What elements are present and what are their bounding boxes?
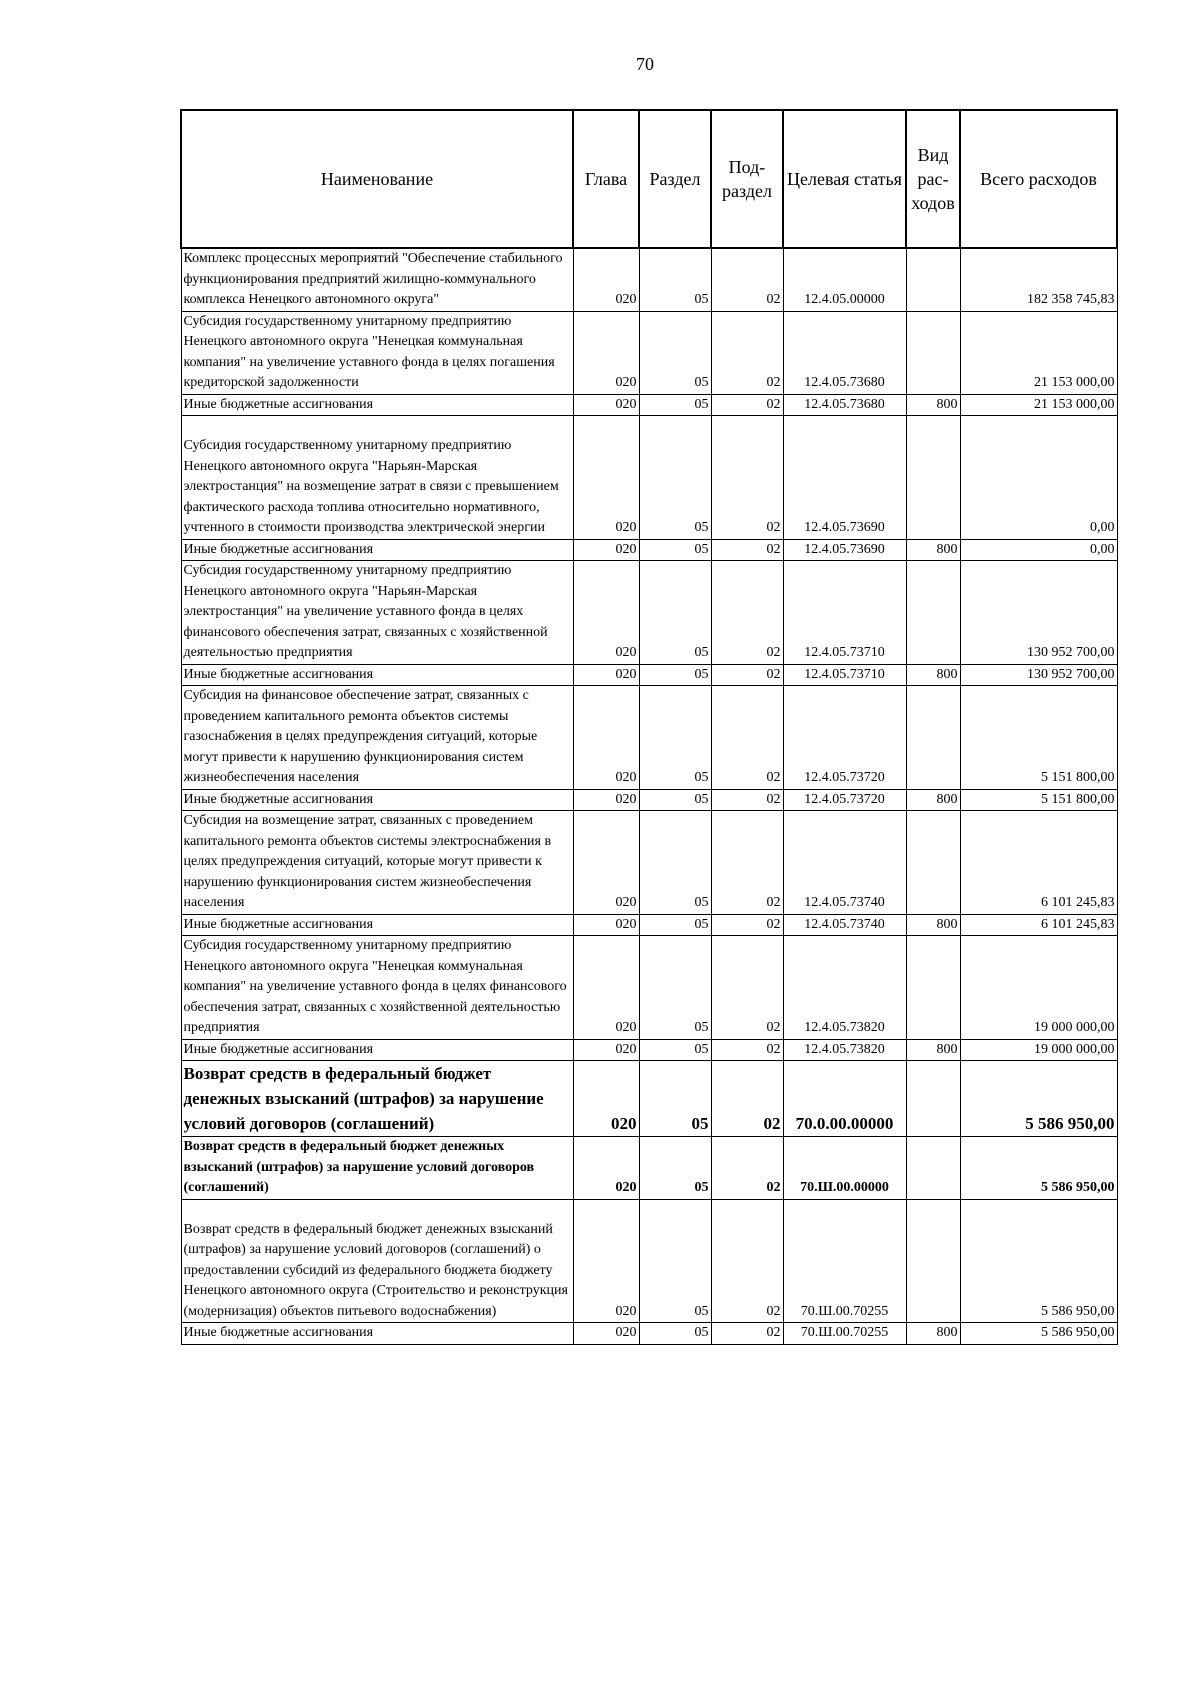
cell-name: Иные бюджетные ассигнования <box>181 539 573 561</box>
cell-celevaya: 70.Ш.00.00000 <box>783 1137 906 1200</box>
cell-vid <box>906 686 960 790</box>
cell-glava: 020 <box>573 1039 639 1061</box>
cell-total: 182 358 745,83 <box>960 248 1117 311</box>
table-row <box>181 789 1117 811</box>
cell-podrazdel: 02 <box>711 1199 783 1323</box>
cell-razdel: 05 <box>639 248 711 311</box>
cell-glava: 020 <box>573 1061 639 1137</box>
cell-podrazdel: 02 <box>711 686 783 790</box>
cell-glava: 020 <box>573 1323 639 1345</box>
cell-razdel: 05 <box>639 914 711 936</box>
cell-razdel: 05 <box>639 1039 711 1061</box>
cell-celevaya: 12.4.05.00000 <box>783 248 906 311</box>
header-total: Всего расходов <box>960 110 1117 248</box>
cell-podrazdel: 02 <box>711 664 783 686</box>
cell-total: 5 586 950,00 <box>960 1323 1117 1345</box>
cell-podrazdel: 02 <box>711 248 783 311</box>
cell-total: 0,00 <box>960 416 1117 540</box>
cell-name: Возврат средств в федеральный бюджет денежных взысканий (штрафов) за нарушение условий договоров (соглашений) <box>181 1061 573 1137</box>
cell-celevaya: 12.4.05.73740 <box>783 811 906 915</box>
cell-celevaya: 12.4.05.73740 <box>783 914 906 936</box>
table-row <box>181 311 1117 394</box>
cell-vid: 800 <box>906 789 960 811</box>
cell-glava: 020 <box>573 686 639 790</box>
table-row <box>181 1323 1117 1345</box>
cell-vid <box>906 1061 960 1137</box>
cell-vid <box>906 416 960 540</box>
table-row <box>181 561 1117 665</box>
cell-name: Иные бюджетные ассигнования <box>181 789 573 811</box>
cell-celevaya: 12.4.05.73820 <box>783 936 906 1040</box>
cell-total: 5 586 950,00 <box>960 1199 1117 1323</box>
cell-podrazdel: 02 <box>711 416 783 540</box>
cell-name: Иные бюджетные ассигнования <box>181 664 573 686</box>
cell-celevaya: 70.Ш.00.70255 <box>783 1199 906 1323</box>
cell-total: 130 952 700,00 <box>960 664 1117 686</box>
cell-total: 5 586 950,00 <box>960 1061 1117 1137</box>
cell-razdel: 05 <box>639 539 711 561</box>
cell-podrazdel: 02 <box>711 1323 783 1345</box>
cell-total: 19 000 000,00 <box>960 936 1117 1040</box>
header-glava: Глава <box>573 110 639 248</box>
cell-vid <box>906 561 960 665</box>
cell-glava: 020 <box>573 1137 639 1200</box>
cell-razdel: 05 <box>639 1061 711 1137</box>
cell-name: Иные бюджетные ассигнования <box>181 1323 573 1345</box>
cell-total: 130 952 700,00 <box>960 561 1117 665</box>
header-celevaya: Целевая статья <box>783 110 906 248</box>
cell-vid <box>906 1199 960 1323</box>
table-row <box>181 1137 1117 1200</box>
cell-podrazdel: 02 <box>711 1137 783 1200</box>
cell-glava: 020 <box>573 561 639 665</box>
cell-razdel: 05 <box>639 686 711 790</box>
cell-vid <box>906 248 960 311</box>
cell-razdel: 05 <box>639 1323 711 1345</box>
cell-celevaya: 12.4.05.73720 <box>783 686 906 790</box>
cell-glava: 020 <box>573 416 639 540</box>
cell-podrazdel: 02 <box>711 811 783 915</box>
cell-celevaya: 12.4.05.73690 <box>783 539 906 561</box>
cell-celevaya: 12.4.05.73680 <box>783 394 906 416</box>
table-row <box>181 686 1117 790</box>
table-row <box>181 416 1117 540</box>
cell-celevaya: 12.4.05.73710 <box>783 664 906 686</box>
cell-name: Возврат средств в федеральный бюджет денежных взысканий (штрафов) за нарушение условий договоров (соглашений) о предоставлении субсидий из федерального бюджета бюджету Ненецкого автономного округа (Строительство и реконструкция (модернизация) объектов питьевого водоснабжения) <box>181 1199 573 1323</box>
cell-celevaya: 12.4.05.73720 <box>783 789 906 811</box>
cell-total: 19 000 000,00 <box>960 1039 1117 1061</box>
cell-vid: 800 <box>906 1039 960 1061</box>
header-razdel: Раздел <box>639 110 711 248</box>
header-podrazdel: Под-раздел <box>711 110 783 248</box>
budget-table <box>180 109 1118 1345</box>
cell-name: Иные бюджетные ассигнования <box>181 914 573 936</box>
cell-vid <box>906 811 960 915</box>
cell-total: 5 151 800,00 <box>960 789 1117 811</box>
cell-total: 5 586 950,00 <box>960 1137 1117 1200</box>
page-number: 70 <box>636 54 654 74</box>
table-row <box>181 394 1117 416</box>
cell-podrazdel: 02 <box>711 539 783 561</box>
cell-glava: 020 <box>573 914 639 936</box>
cell-vid: 800 <box>906 1323 960 1345</box>
cell-glava: 020 <box>573 664 639 686</box>
cell-name: Субсидия на финансовое обеспечение затрат, связанных с проведением капитального ремонта объектов системы газоснабжения в целях предупреждения ситуаций, которые могут привести к нарушению функционирования систем жизнеобеспечения населения <box>181 686 573 790</box>
cell-podrazdel: 02 <box>711 394 783 416</box>
cell-podrazdel: 02 <box>711 1061 783 1137</box>
cell-vid <box>906 311 960 394</box>
cell-name: Субсидия на возмещение затрат, связанных с проведением капитального ремонта объектов системы электроснабжения в целях предупреждения ситуаций, которые могут привести к нарушению функционирования систем жизнеобеспечения населения <box>181 811 573 915</box>
cell-razdel: 05 <box>639 664 711 686</box>
header-vid: Вид рас-ходов <box>906 110 960 248</box>
cell-total: 6 101 245,83 <box>960 811 1117 915</box>
cell-name: Субсидия государственному унитарному предприятию Ненецкого автономного округа "Нарьян-Марская электростанция" на увеличение уставного фонда в целях финансового обеспечения затрат, связанных с хозяйственной деятельностью предприятия <box>181 561 573 665</box>
header-name: Наименование <box>181 110 573 248</box>
cell-razdel: 05 <box>639 311 711 394</box>
cell-name: Субсидия государственному унитарному предприятию Ненецкого автономного округа "Ненецкая коммунальная компания" на увеличение уставного фонда в целях погашения кредиторской задолженности <box>181 311 573 394</box>
cell-vid: 800 <box>906 664 960 686</box>
cell-total: 21 153 000,00 <box>960 394 1117 416</box>
cell-name: Возврат средств в федеральный бюджет денежных взысканий (штрафов) за нарушение условий договоров (соглашений) <box>181 1137 573 1200</box>
cell-glava: 020 <box>573 936 639 1040</box>
cell-podrazdel: 02 <box>711 561 783 665</box>
cell-celevaya: 12.4.05.73680 <box>783 311 906 394</box>
table-row <box>181 1061 1117 1137</box>
cell-total: 6 101 245,83 <box>960 914 1117 936</box>
table-row <box>181 248 1117 311</box>
cell-podrazdel: 02 <box>711 1039 783 1061</box>
cell-razdel: 05 <box>639 1137 711 1200</box>
cell-vid <box>906 936 960 1040</box>
table-row <box>181 936 1117 1040</box>
cell-razdel: 05 <box>639 394 711 416</box>
table-row <box>181 1199 1117 1323</box>
table-row <box>181 664 1117 686</box>
cell-glava: 020 <box>573 311 639 394</box>
cell-razdel: 05 <box>639 1199 711 1323</box>
cell-glava: 020 <box>573 1199 639 1323</box>
cell-razdel: 05 <box>639 936 711 1040</box>
table-row <box>181 811 1117 915</box>
cell-total: 5 151 800,00 <box>960 686 1117 790</box>
cell-vid: 800 <box>906 539 960 561</box>
cell-name: Комплекс процессных мероприятий "Обеспечение стабильного функционирования предприятий жилищно-коммунального комплекса Ненецкого автономного округа" <box>181 248 573 311</box>
cell-glava: 020 <box>573 811 639 915</box>
cell-celevaya: 12.4.05.73820 <box>783 1039 906 1061</box>
cell-total: 21 153 000,00 <box>960 311 1117 394</box>
cell-razdel: 05 <box>639 561 711 665</box>
cell-razdel: 05 <box>639 789 711 811</box>
cell-vid <box>906 1137 960 1200</box>
cell-razdel: 05 <box>639 811 711 915</box>
cell-podrazdel: 02 <box>711 914 783 936</box>
table-row <box>181 539 1117 561</box>
cell-podrazdel: 02 <box>711 311 783 394</box>
table-row <box>181 1039 1117 1061</box>
cell-podrazdel: 02 <box>711 789 783 811</box>
cell-glava: 020 <box>573 539 639 561</box>
cell-celevaya: 70.Ш.00.70255 <box>783 1323 906 1345</box>
cell-vid: 800 <box>906 914 960 936</box>
cell-glava: 020 <box>573 394 639 416</box>
cell-vid: 800 <box>906 394 960 416</box>
cell-name: Субсидия государственному унитарному предприятию Ненецкого автономного округа "Нарьян-Марская электростанция" на возмещение затрат в связи с превышением фактического расхода топлива относительно нормативного, учтенного в стоимости производства электрической энергии <box>181 416 573 540</box>
cell-razdel: 05 <box>639 416 711 540</box>
header-row <box>181 110 1117 248</box>
cell-name: Иные бюджетные ассигнования <box>181 394 573 416</box>
cell-celevaya: 70.0.00.00000 <box>783 1061 906 1137</box>
cell-glava: 020 <box>573 789 639 811</box>
cell-glava: 020 <box>573 248 639 311</box>
table-body <box>181 248 1117 1344</box>
cell-name: Субсидия государственному унитарному предприятию Ненецкого автономного округа "Ненецкая коммунальная компания" на увеличение уставного фонда в целях финансового обеспечения затрат, связанных с хозяйственной деятельностью предприятия <box>181 936 573 1040</box>
table-row <box>181 914 1117 936</box>
cell-total: 0,00 <box>960 539 1117 561</box>
cell-celevaya: 12.4.05.73690 <box>783 416 906 540</box>
cell-celevaya: 12.4.05.73710 <box>783 561 906 665</box>
cell-name: Иные бюджетные ассигнования <box>181 1039 573 1061</box>
cell-podrazdel: 02 <box>711 936 783 1040</box>
